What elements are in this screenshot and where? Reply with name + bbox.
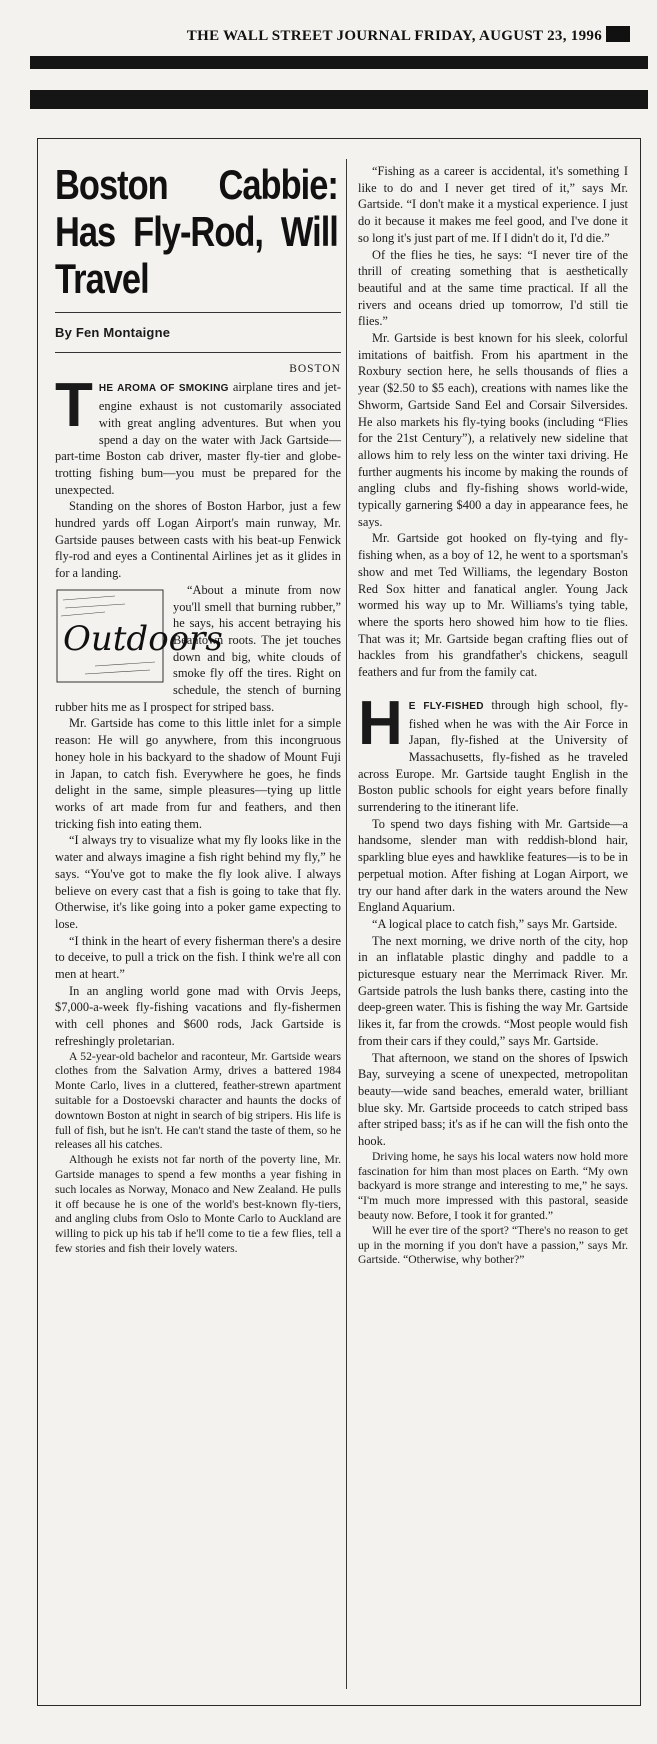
flag-mark — [606, 26, 630, 42]
svg-text:Outdoors: Outdoors — [63, 618, 223, 659]
paragraph: “A logical place to catch fish,” says Mr. Gartside. — [372, 916, 618, 931]
byline-rule — [55, 352, 341, 353]
column-divider — [346, 159, 347, 1689]
paragraph: Although he exists not far north of the poverty line, Mr. Gartside manages to spend a few months a year fishing in such locales as Norway, Monaco and New Zealand. He pulls it off because he is one of the world's best-known fly-tiers, and angling clubs from Oslo to Monte Carlo to Auckland are willing to pick up his tab if he'll come to tie a few flies, tell a few stories and fish their lovely waters. — [55, 1153, 341, 1255]
paragraph: Of the flies he ties, he says: “I never tire of the thrill of creating something that is aesthetically beautiful and at the same time practical. If all the rivers and oceans dried up tomorrow, I'd still tie flies.” — [358, 247, 628, 329]
headline-rule — [55, 312, 341, 313]
top-rule — [30, 56, 648, 69]
paragraph: “Fishing as a career is accidental, it's something I like to do and I never get tired of it,” says Mr. Gartside. “I don't make it a mystical experience. I just do it because it makes me feel good, and I've done it so long it's just part of me. If I didn't do it, I'd die.” — [358, 164, 628, 245]
dateline: BOSTON — [289, 362, 341, 375]
article-frame — [37, 138, 641, 1706]
headline: Boston Cabbie: Has Fly-Rod, Will Travel — [55, 161, 338, 302]
paragraph: Mr. Gartside got hooked on fly-tying and fly-fishing when, as a boy of 12, he went to a sportsman's show and met Ted Williams, the legendary Boston Red Sox hitter and fanatical angler. Young Jack wormed his way up to Mr. Williams's tying table, where the sports hero showed him how to tie flies. That was it; Mr. Gartside began crafting flies out of hackles from his grandfather's chickens, seagull feathers and fur from the family cat. — [358, 531, 628, 680]
right-column — [358, 163, 628, 1268]
paragraph: Standing on the shores of Boston Harbor, just a few hundred yards off Logan Airport's main runway, Mr. Gartside pauses between casts with his beat-up Fenwick fly-rod and eyes a Continental Airlines jet as it glides in for a landing. — [55, 499, 341, 581]
paragraph: The next morning, we drive north of the city, hop in an inflatable plastic dinghy and paddle to a picturesque estuary near the Merrimack River. Mr. Gartside patrols the lush banks there, casting into the deep-green water. This is fishing the way Mr. Gartside likes it, far from the crowds. “Most people would fish from their cars if they could,” says Mr. Gartside. — [358, 933, 628, 1048]
second-rule — [30, 90, 648, 109]
paragraph: “I always try to visualize what my fly looks like in the water and always imagine a fish right behind my fly,” he says. “You've got to make the fly look alive. I always believe on every cast that a fish is going to take that fly. Otherwise, it's like going into a poker game expecting to lose. — [55, 833, 341, 931]
outdoors-logo-icon — [55, 588, 223, 684]
paragraph: A 52-year-old bachelor and raconteur, Mr. Gartside wears clothes from the Salvation Army, drives a battered 1984 Monte Carlo, lives in a cluttered, feather-strewn apartment suitable for a Dostoevski character and haunts the docks of downtown Boston at night in search of big stripers. His life is full of fish, but he isn't. He can't stand the taste of them, so he releases all his catches. — [55, 1049, 341, 1152]
lead-in: E FLY-FISHED — [408, 700, 484, 712]
paragraph: “I think in the heart of every fisherman there's a desire to deceive, to pull a trick on the fish. I think we're all con men at heart.” — [55, 933, 341, 982]
paragraph: In an angling world gone mad with Orvis Jeeps, $7,000-a-week fly-fishing vacations and fly-fishermen with cell phones and $600 rods, Jack Gartside is refreshingly proletarian. — [55, 983, 341, 1048]
paragraph: Will he ever tire of the sport? “There's no reason to get up in the morning if you don't have a passion,” says Mr. Gartside. “Otherwise, why bother?” — [358, 1223, 628, 1267]
masthead-text: THE WALL STREET JOURNAL FRIDAY, AUGUST 23, 1996 — [186, 28, 602, 44]
paragraph: Mr. Gartside is best known for his sleek, colorful imitations of baitfish. From his apartment in the Roxbury section here, he sells thousands of flies a year ($2.50 to $5 each), creations with names like the Shworm, Gartside Sand Eel and Corsair Silversides. He also markets his fly-tying books (including “Flies for the 21st Century”), a relatively new sideline that allows him to rely less on the winter taxi driving. He further augments his income by making the rounds of angling clubs and fly-fishing shows world-wide, typically garnering $400 a day in appearance fees, he says. — [358, 331, 628, 529]
drop-cap: H — [358, 688, 403, 758]
drop-cap: T — [55, 371, 93, 441]
paragraph: To spend two days fishing with Mr. Gartside—a handsome, slender man with reddish-blond hair, sparkling blue eyes and hawklike features—is to be in perpetual motion. After fishing at Logan Airport, we try our hand after dark in the waters around the New England Aquarium. — [358, 816, 628, 915]
lead-in: HE AROMA OF SMOKING — [98, 383, 229, 395]
paragraph: Mr. Gartside has come to this little inlet for a simple reason: He will go anywhere, from this incongruous honey hole in his backyard to the shadow of Mount Fuji in Japan, to catch fish. Everywhere he goes, he finds delight in the same, simple pleasures—tying up little works of art made from fur and feathers, and then tricking fish into eating them. — [55, 716, 341, 831]
paragraph: Outdoors “About a minute from now you'll smell that burning rubber,” he says, his accent betraying his Beantown roots. The jet touches down and big, white clouds of smoke fly off the tires. Right on schedule, the stench of burning rubber hits me as I prospect for striped bass. — [55, 582, 341, 714]
paragraph: That afternoon, we stand on the shores of Ipswich Bay, surveying a scene of unexpected, metropolitan beauty—wide sand beaches, emerald water, brilliant blue sky. Mr. Gartside proceeds to catch striped bass after striped bass; it's as if he can will the fish onto the hook. — [358, 1050, 628, 1149]
left-column — [55, 139, 341, 1257]
paragraph: Driving home, he says his local waters now hold more fascination for him than most places on Earth. “My own backyard is more strange and interesting to me,” he says. “I'm much more impressed with this pastoral, seaside beauty now. Before, I took it for granted.” — [358, 1149, 628, 1222]
outdoors-logo — [55, 588, 223, 684]
masthead — [30, 26, 630, 45]
paragraph: H E FLY-FISHED through high school, fly-fished when he was with the Air Force in Japan, fly-fished at the University of Massachusetts, fly-fished as he traveled across Europe. Mr. Gartside taught English in the Boston public schools for eight years before finally surrendering to the itinerant life. — [358, 688, 628, 815]
byline: By Fen Montaigne — [55, 325, 171, 340]
paragraph: THE AROMA OF SMOKING airplane tires and jet-engine exhaust is not customarily associated with great angling adventures. But when you spend a day on the water with Jack Gartside—part-time Boston cab driver, master fly-tier and globe-trotting fishing bum—you must be prepared for the unexpected. — [55, 371, 341, 497]
